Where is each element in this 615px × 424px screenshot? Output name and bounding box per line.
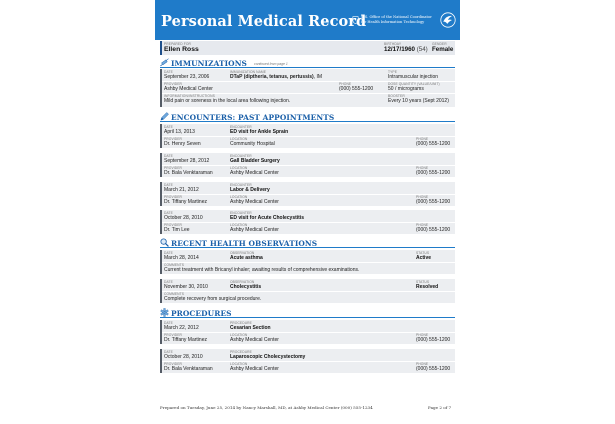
encounters-section-header — [160, 112, 455, 122]
patient-gender: Female — [432, 46, 454, 53]
phone-value: (000) 555-1200 — [416, 141, 451, 147]
location-value: Community Hospital — [230, 141, 275, 147]
date-label: DATE — [164, 211, 173, 215]
org-line-1: U.S. Office of the National Coordinator — [361, 15, 432, 19]
provider-value: Dr. Tiffany Martinez — [164, 337, 207, 343]
provider-cell — [164, 137, 201, 147]
phone-label: PHONE — [416, 362, 429, 366]
immunization-name-line — [230, 74, 322, 80]
location-label: LOCATION — [230, 195, 248, 199]
date-cell — [164, 125, 195, 135]
dose-label: DOSE QUANTITY (VALUE/UNIT) — [388, 82, 440, 86]
magnifier-icon — [160, 238, 169, 247]
phone-cell — [339, 82, 373, 92]
patient-info-bar — [160, 41, 455, 55]
location-value: Ashby Medical Center — [230, 227, 279, 233]
date-cell — [164, 183, 199, 193]
observation-cell — [230, 251, 263, 261]
date-label: DATE — [164, 350, 173, 354]
date-label: DATE — [164, 183, 173, 187]
procedures-section-header — [160, 308, 455, 318]
location-value: Ashby Medical Center — [230, 337, 279, 343]
date-cell — [164, 350, 203, 360]
location-cell — [230, 195, 279, 205]
status-value: Resolved — [416, 284, 439, 290]
provider-cell — [164, 333, 207, 343]
phone-cell — [416, 333, 450, 343]
encounters-title: ENCOUNTERS: PAST APPOINTMENTS — [171, 112, 335, 122]
location-label: LOCATION — [230, 223, 248, 227]
immunization-name-label: IMMUNIZATION NAME — [230, 70, 267, 74]
date-value: March 28, 2014 — [164, 255, 199, 261]
phone-value: (000) 555-1200 — [416, 337, 451, 343]
immunization-dose: 50 / micrograms — [388, 86, 424, 92]
location-label: LOCATION — [230, 166, 248, 170]
comments-cell — [164, 263, 359, 273]
status-label: STATUS — [416, 280, 430, 284]
syringe-icon — [160, 58, 169, 67]
status-label: STATUS — [416, 251, 430, 255]
immunizations-title: IMMUNIZATIONS — [171, 58, 247, 68]
provider-label: PROVIDER — [164, 166, 183, 170]
procedure-cell — [230, 321, 271, 331]
phone-label: PHONE — [416, 137, 429, 141]
procedure-value: Laparoscopic Cholecystectomy — [230, 354, 306, 360]
immunization-date: September 23, 2006 — [164, 74, 210, 80]
immunization-phone: (000) 555-1200 — [339, 86, 374, 92]
location-value: Ashby Medical Center — [230, 366, 279, 372]
location-cell — [230, 166, 279, 176]
hhs-seal-icon — [352, 16, 359, 24]
medical-star-icon — [160, 308, 169, 317]
comments-label: COMMENTS — [164, 263, 185, 267]
date-label: DATE — [164, 321, 173, 325]
type-label: TYPE — [388, 70, 398, 74]
date-value: October 28, 2010 — [164, 215, 203, 221]
date-cell — [164, 154, 209, 164]
provider-value: Dr. Tim Lee — [164, 227, 190, 233]
pencil-icon — [160, 112, 169, 121]
encounter-value: ED visit for Acute Cholecystitis — [230, 215, 304, 221]
encounter-record — [160, 153, 455, 177]
phone-label: PHONE — [339, 82, 352, 86]
patient-age: (54) — [416, 46, 428, 53]
date-cell — [164, 321, 199, 331]
header-band — [155, 0, 460, 40]
date-label: DATE — [164, 70, 173, 74]
comments-value: Complete recovery from surgical procedure. — [164, 296, 262, 302]
procedure-label: PROCEDURE — [230, 350, 252, 354]
immunization-route: , IM — [313, 74, 323, 80]
booster-label: BOOSTER — [388, 94, 405, 98]
encounter-label: ENCOUNTER — [230, 125, 252, 129]
provider-label: PROVIDER — [164, 333, 183, 337]
comments-cell — [164, 292, 261, 302]
immunization-name: DTaP (diptheria, tetanus, pertussis) — [230, 74, 314, 80]
gender-label: GENDER — [432, 42, 447, 46]
encounter-label: ENCOUNTER — [230, 154, 252, 158]
location-cell — [230, 137, 275, 147]
patient-name: Ellen Ross — [164, 46, 199, 53]
procedure-record — [160, 320, 455, 344]
phone-cell — [416, 166, 450, 176]
info-cell — [164, 94, 290, 104]
encounter-cell — [230, 125, 288, 135]
encounter-label: ENCOUNTER — [230, 183, 252, 187]
observations-section-header — [160, 238, 455, 248]
date-value: April 13, 2013 — [164, 129, 195, 135]
phone-value: (000) 555-1200 — [416, 366, 451, 372]
provider-cell — [164, 223, 190, 233]
footer-prepared-text: Prepared on Tuesday, June 25, 2014 by Nancy Marshall, MD, at Ashby Medical Center (000) 555-1234 — [160, 405, 373, 410]
date-cell — [164, 211, 203, 221]
phone-label: PHONE — [416, 223, 429, 227]
date-cell — [164, 280, 208, 290]
phone-cell — [416, 195, 450, 205]
page-number: Page 2 of 7 — [428, 405, 452, 410]
observation-cell — [230, 280, 261, 290]
provider-label: PROVIDER — [164, 223, 183, 227]
location-cell — [230, 333, 279, 343]
provider-label: PROVIDER — [164, 362, 183, 366]
immunization-record — [160, 69, 455, 107]
phone-cell — [416, 223, 450, 233]
comments-label: COMMENTS — [164, 292, 185, 296]
date-cell — [164, 70, 209, 80]
provider-cell — [164, 82, 213, 92]
procedure-cell — [230, 350, 305, 360]
encounter-record — [160, 182, 455, 206]
encounter-value: ED visit for Ankle Sprain — [230, 129, 289, 135]
procedures-title: PROCEDURES — [171, 308, 232, 318]
encounter-value: Labor & Delivery — [230, 187, 270, 193]
header-org — [361, 15, 432, 24]
type-cell — [388, 70, 438, 80]
location-label: LOCATION — [230, 333, 248, 337]
booster-cell — [388, 94, 449, 104]
phone-label: PHONE — [416, 195, 429, 199]
immunization-info: Mild pain or soreness in the local area following injection. — [164, 98, 291, 104]
page-title: Personal Medical Record — [161, 13, 367, 30]
encounter-label: ENCOUNTER — [230, 211, 252, 215]
status-value: Active — [416, 255, 432, 261]
continued-note: continued from page 1 — [254, 61, 288, 66]
immunizations-section-header — [160, 58, 455, 68]
observation-value: Acute asthma — [230, 255, 263, 261]
status-cell — [416, 251, 431, 261]
phone-label: PHONE — [416, 333, 429, 337]
observation-record — [160, 250, 455, 274]
encounter-record — [160, 124, 455, 148]
prepared-for-label: PREPARED FOR — [164, 42, 191, 46]
observation-label: OBSERVATION — [230, 280, 255, 284]
date-label: DATE — [164, 251, 173, 255]
provider-cell — [164, 195, 207, 205]
provider-value: Dr. Bala Venktaraman — [164, 170, 213, 176]
date-value: September 28, 2012 — [164, 158, 210, 164]
procedure-label: PROCEDURE — [230, 321, 252, 325]
provider-label: PROVIDER — [164, 195, 183, 199]
immunization-provider: Ashby Medical Center — [164, 86, 213, 92]
phone-label: PHONE — [416, 166, 429, 170]
encounter-value: Gall Bladder Surgery — [230, 158, 280, 164]
location-cell — [230, 362, 279, 372]
provider-value: Dr. Bala Venktaraman — [164, 366, 213, 372]
phone-cell — [416, 362, 450, 372]
birthday-label: BIRTHDAY — [384, 42, 402, 46]
provider-cell — [164, 166, 213, 176]
org-line-2: for Health Information Technology — [361, 19, 425, 24]
location-cell — [230, 223, 279, 233]
provider-cell — [164, 362, 213, 372]
encounter-cell — [230, 154, 280, 164]
encounter-record — [160, 210, 455, 234]
location-value: Ashby Medical Center — [230, 170, 279, 176]
phone-value: (000) 555-1200 — [416, 170, 451, 176]
phone-cell — [416, 137, 450, 147]
date-value: November 30, 2010 — [164, 284, 208, 290]
patient-birthday — [384, 46, 428, 53]
immunization-type: Intramuscular injection — [388, 74, 439, 80]
info-label: INFORMATION/INSTRUCTIONS — [164, 94, 215, 98]
immunization-name-cell — [230, 70, 322, 80]
date-label: DATE — [164, 154, 173, 158]
encounter-cell — [230, 183, 270, 193]
phone-value: (000) 555-1200 — [416, 227, 451, 233]
provider-label: PROVIDER — [164, 82, 183, 86]
status-cell — [416, 280, 438, 290]
phone-value: (000) 555-1200 — [416, 199, 451, 205]
observation-value: Cholecystitis — [230, 284, 262, 290]
date-value: March 22, 2012 — [164, 325, 199, 331]
location-value: Ashby Medical Center — [230, 199, 279, 205]
provider-value: Dr. Henry Seven — [164, 141, 201, 147]
location-label: LOCATION — [230, 362, 248, 366]
date-value: March 21, 2012 — [164, 187, 199, 193]
date-value: October 28, 2010 — [164, 354, 203, 360]
medical-record-page — [155, 0, 460, 424]
observation-label: OBSERVATION — [230, 251, 255, 255]
immunization-booster: Every 10 years (Sept 2012) — [388, 98, 449, 104]
comments-value: Current treatment with Bricanyl inhaler; awaiting results of comprehensive examinations. — [164, 267, 360, 273]
date-cell — [164, 251, 199, 261]
date-label: DATE — [164, 280, 173, 284]
procedure-record — [160, 349, 455, 373]
date-label: DATE — [164, 125, 173, 129]
observations-title: RECENT HEALTH OBSERVATIONS — [171, 238, 318, 248]
hhs-eagle-logo-icon — [440, 12, 456, 28]
observation-record — [160, 279, 455, 303]
provider-value: Dr. Tiffany Martinez — [164, 199, 207, 205]
location-label: LOCATION — [230, 137, 248, 141]
provider-label: PROVIDER — [164, 137, 183, 141]
encounter-cell — [230, 211, 304, 221]
birthday-value: 12/17/1960 — [384, 46, 415, 53]
dose-cell — [388, 82, 440, 92]
procedure-value: Cesarian Section — [230, 325, 271, 331]
